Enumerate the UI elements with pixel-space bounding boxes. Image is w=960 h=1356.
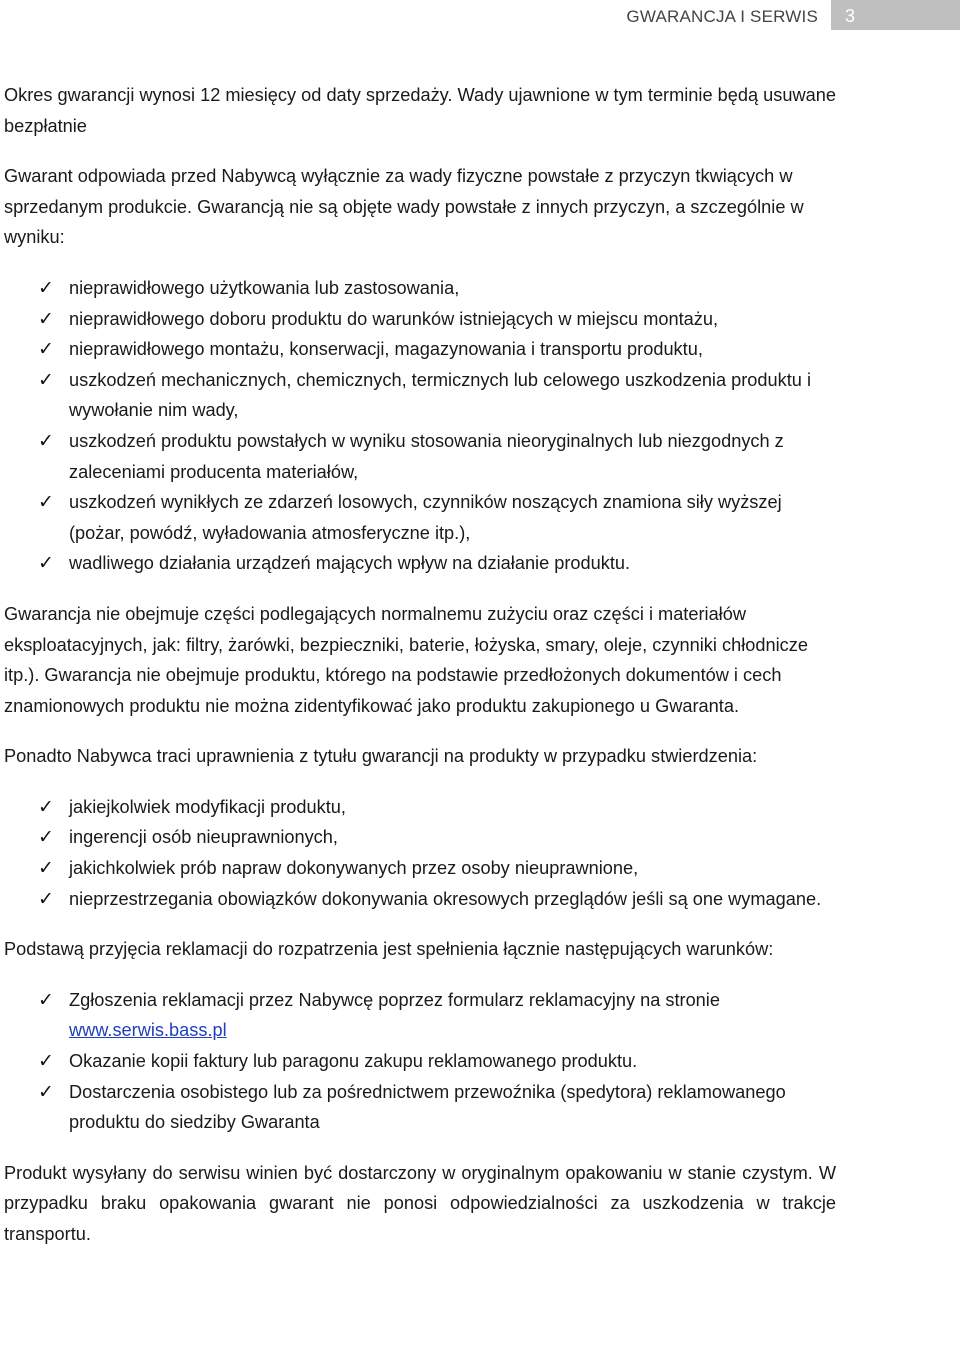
list-item: ✓ ingerencji osób nieuprawnionych, <box>4 822 836 853</box>
checkmark-icon: ✓ <box>38 988 54 1011</box>
paragraph-complaint-conditions: Podstawą przyjęcia reklamacji do rozpatrzenia jest spełnienia łącznie następujących warunków: <box>4 939 774 960</box>
checkmark-icon: ✓ <box>38 826 54 849</box>
page-header <box>0 0 960 34</box>
list-item: ✓ uszkodzeń produktu powstałych w wyniku stosowania nieoryginalnych lub niezgodnych z zaleceniami producenta materiałów, <box>4 426 836 487</box>
list-item: ✓ Dostarczenia osobistego lub za pośrednictwem przewoźnika (spedytora) reklamowanego produktu do siedziby Gwaranta <box>4 1077 836 1138</box>
exclusions-list <box>4 273 836 579</box>
checkmark-icon: ✓ <box>38 795 54 818</box>
checkmark-icon: ✓ <box>38 1080 54 1103</box>
list-item: ✓ jakiejkolwiek modyfikacji produktu, <box>4 792 836 823</box>
paragraph-warranty-period: Okres gwarancji wynosi 12 miesięcy od daty sprzedaży. Wady ujawnione w tym terminie będą usuwane bezpłatnie <box>4 85 836 136</box>
list-item: ✓ jakichkolwiek prób napraw dokonywanych przez osoby nieuprawnione, <box>4 853 836 884</box>
service-website-link[interactable]: www.serwis.bass.pl <box>69 1020 227 1041</box>
list-item: ✓ Okazanie kopii faktury lub paragonu zakupu reklamowanego produktu. <box>4 1046 836 1077</box>
paragraph-warranty-scope: Gwarant odpowiada przed Nabywcą wyłącznie za wady fizyczne powstałe z przyczyn tkwiących w sprzedanym produkcie. Gwarancją nie są objęte wady powstałe z innych przyczyn, a szczególnie w wyniku: <box>4 166 804 248</box>
checkmark-icon: ✓ <box>38 368 54 391</box>
checkmark-icon: ✓ <box>38 307 54 330</box>
list-item: ✓ nieprawidłowego doboru produktu do warunków istniejących w miejscu montażu, <box>4 304 836 335</box>
list-item: ✓ uszkodzeń wynikłych ze zdarzeń losowych, czynników noszących znamiona siły wyższej (pożar, powódź, wyładowania atmosferyczne itp.), <box>4 487 836 548</box>
checkmark-icon: ✓ <box>38 429 54 452</box>
list-item: ✓ nieprawidłowego montażu, konserwacji, magazynowania i transportu produktu, <box>4 334 836 365</box>
paragraph-rights-loss: Ponadto Nabywca traci uprawnienia z tytułu gwarancji na produkty w przypadku stwierdzenia: <box>4 746 758 767</box>
checkmark-icon: ✓ <box>38 552 54 575</box>
checkmark-icon: ✓ <box>38 491 54 514</box>
checkmark-icon: ✓ <box>38 1050 54 1073</box>
checkmark-icon: ✓ <box>38 276 54 299</box>
paragraph-consumables: Gwarancja nie obejmuje części podlegających normalnemu zużyciu oraz części i materiałów eksploatacyjnych, jak: filtry, żarówki, bezpieczniki, baterie, łożyska, smary, oleje, czynniki chłodnicze itp.). Gwarancja nie obejmuje produktu, którego na podstawie przedłożonych dokumentów i cech znamionowych produktu nie można zidentyfikować jako produktu zakupionego u Gwaranta. <box>4 603 808 716</box>
list-item: ✓ nieprawidłowego użytkowania lub zastosowania, <box>4 273 836 304</box>
list-item: ✓ wadliwego działania urządzeń mających wpływ na działanie produktu. <box>4 548 836 579</box>
complaint-conditions-list <box>4 985 836 1138</box>
list-item: ✓ Zgłoszenia reklamacji przez Nabywcę poprzez formularz reklamacyjny na stronie www.serwis.bass.pl <box>4 985 836 1046</box>
list-item: ✓ uszkodzeń mechanicznych, chemicznych, termicznych lub celowego uszkodzenia produktu i wywołanie nim wady, <box>4 365 836 426</box>
list-item: ✓ nieprzestrzegania obowiązków dokonywania okresowych przeglądów jeśli są one wymagane. <box>4 884 836 915</box>
rights-loss-list <box>4 792 836 914</box>
checkmark-icon: ✓ <box>38 857 54 880</box>
header-title: GWARANCJA I SERWIS <box>626 7 818 26</box>
checkmark-icon: ✓ <box>38 338 54 361</box>
paragraph-packaging: Produkt wysyłany do serwisu winien być dostarczony w oryginalnym opakowaniu w stanie czystym. W przypadku braku opakowania gwarant nie ponosi odpowiedzialności za uszkodzenia w trakcje transportu. <box>4 1162 836 1244</box>
checkmark-icon: ✓ <box>38 887 54 910</box>
document-body <box>4 80 836 1250</box>
page-number: 3 <box>831 0 960 30</box>
